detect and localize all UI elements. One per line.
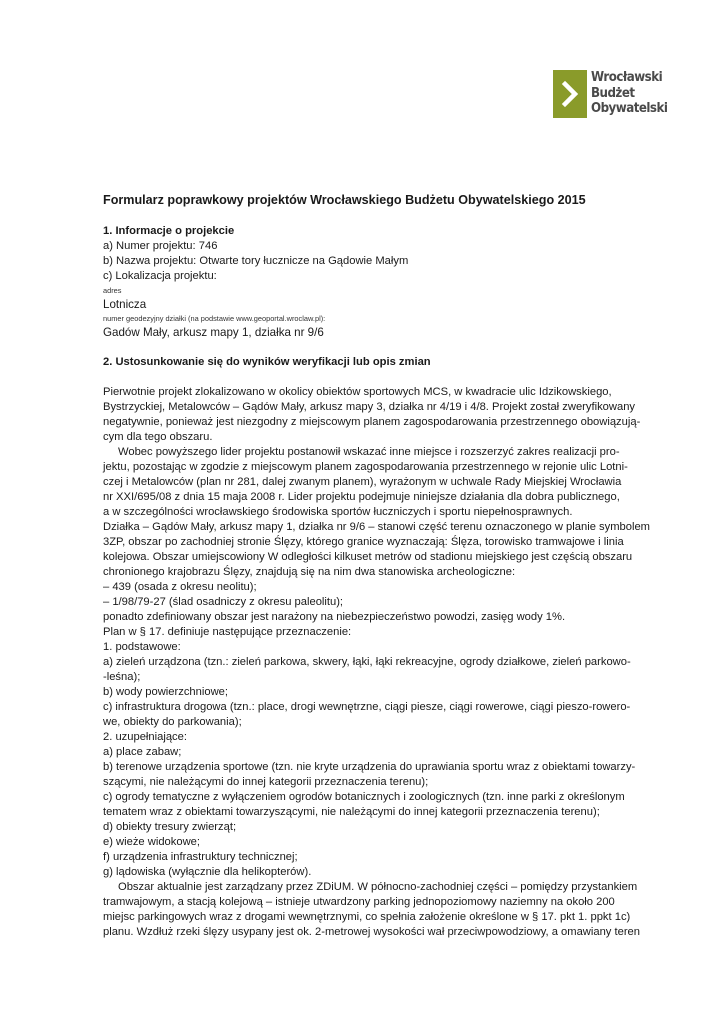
text-line: jektu, pozostając w zgodzie z miejscowym planem zagospodarowania przestrzennego w rejonie ulic Lotni- bbox=[103, 461, 628, 473]
list-item: d) obiekty tresury zwierząt; bbox=[103, 821, 237, 833]
list-item: – 1/98/79-27 (ślad osadniczy z okresu paleolitu); bbox=[103, 596, 344, 608]
list-item: – 439 (osada z okresu neolitu); bbox=[103, 581, 257, 593]
list-item: b) terenowe urządzenia sportowe (tzn. nie kryte urządzenia do uprawiania sportu wraz z obiektami towarzy- bbox=[103, 761, 636, 773]
project-name: b) Nazwa projektu: Otwarte tory łucznicze na Gądowie Małym bbox=[103, 255, 409, 267]
list-item: c) ogrody tematyczne z wyłączeniem ogrodów botanicznych i zoologicznych (tzn. inne parki z określonym bbox=[103, 791, 625, 803]
text-line: Pierwotnie projekt zlokalizowano w okolicy obiektów sportowych MCS, w kwadracie ulic Idzikowskiego, bbox=[103, 386, 612, 398]
text-line: miejsc parkingowych wraz z drogami wewnętrznymi, co spełnia założenie określone w § 17. pkt 1. ppkt 1c) bbox=[103, 911, 631, 923]
text-line: tramwajowym, a stacją kolejową – istnieje utwardzony parking jednopoziomowy naziemny na około 200 bbox=[103, 896, 615, 908]
logo-line-3: Obywatelski bbox=[591, 100, 668, 116]
text-line: 3ZP, obszar po zachodniej stronie Ślęzy, którego granice wyznaczają: Ślęza, torowisko tramwajowe i linia bbox=[103, 536, 624, 548]
text-line: nr XXI/695/08 z dnia 15 maja 2008 r. Lider projektu podejmuje niniejsze działania dla dobra publicznego, bbox=[103, 491, 620, 503]
list-item: f) urządzenia infrastruktury technicznej; bbox=[103, 851, 298, 863]
project-location-label: c) Lokalizacja projektu: bbox=[103, 270, 217, 282]
text-line: Obszar aktualnie jest zarządzany przez ZDiUM. W północno-zachodniej części – pomiędzy przystankiem bbox=[118, 881, 638, 893]
list-item: 1. podstawowe: bbox=[103, 641, 181, 653]
geo-label: numer geodezyjny działki (na podstawie www.geoportal.wroclaw.pl): bbox=[103, 314, 326, 323]
text-line: negatywnie, ponieważ jest niezgodny z miejscowym planem zagospodarowania przestrzennego obowiązują- bbox=[103, 416, 641, 428]
section-changes bbox=[103, 355, 659, 940]
section-project-info bbox=[103, 224, 659, 340]
text-line: czej i Metalowców (plan nr 281, dalej zwanym planem), wyrażonym w uchwale Rady Miejskiej Wrocławia bbox=[103, 476, 622, 488]
section-2-heading: 2. Ustosunkowanie się do wyników weryfikacji lub opis zmian bbox=[103, 356, 431, 368]
list-item: szącymi, nie należącymi do innej kategorii przeznaczenia terenu); bbox=[103, 776, 429, 788]
list-item: we, obiekty do parkowania); bbox=[103, 716, 242, 728]
geo-value: Gadów Mały, arkusz mapy 1, działka nr 9/6 bbox=[103, 326, 324, 339]
logo-chevron-icon bbox=[553, 70, 587, 118]
logo bbox=[553, 70, 678, 118]
address-value: Lotnicza bbox=[103, 298, 147, 311]
document-body bbox=[103, 191, 659, 940]
list-item: -leśna); bbox=[103, 671, 141, 683]
list-item: tematem wraz z obiektami towarzyszącymi, nie należącymi do innej kategorii przeznaczenia terenu); bbox=[103, 806, 600, 818]
page-title: Formularz poprawkowy projektów Wrocławskiego Budżetu Obywatelskiego 2015 bbox=[103, 193, 586, 207]
list-item: e) wieże widokowe; bbox=[103, 836, 201, 848]
text-line: ponadto zdefiniowany obszar jest narażony na niebezpieczeństwo powodzi, zasięg wody 1%. bbox=[103, 611, 566, 623]
text-line: Wobec powyższego lider projektu postanowił wskazać inne miejsce i rozszerzyć zakres realizacji pro- bbox=[118, 446, 620, 458]
logo-line-1: Wrocławski bbox=[591, 69, 663, 85]
section-2-text bbox=[103, 385, 659, 940]
list-item: c) infrastruktura drogowa (tzn.: place, drogi wewnętrzne, ciągi piesze, ciągi rowerowe, ciągi pieszo-rowero- bbox=[103, 701, 631, 713]
list-item: g) lądowiska (wyłącznie dla helikopterów). bbox=[103, 866, 312, 878]
list-item: b) wody powierzchniowe; bbox=[103, 686, 228, 698]
list-item: 2. uzupełniające: bbox=[103, 731, 187, 743]
list-item: a) zieleń urządzona (tzn.: zieleń parkowa, skwery, łąki, łąki rekreacyjne, ogrody działkowe, zieleń parkowo- bbox=[103, 656, 631, 668]
text-line: planu. Wzdłuż rzeki ślęzy usypany jest ok. 2-metrowej wysokości wał przeciwpowodziowy, a omawiany teren bbox=[103, 926, 640, 938]
text-line: Bystrzyckiej, Metalowców – Gądów Mały, arkusz mapy 3, działka nr 4/19 i 4/8. Projekt został zweryfikowany bbox=[103, 401, 636, 413]
text-line: chronionego krajobrazu Ślęzy, znajdują się na nim dwa stanowiska archeologiczne: bbox=[103, 566, 516, 578]
address-label: adres bbox=[103, 286, 122, 295]
text-line: Plan w § 17. definiuje następujące przeznaczenie: bbox=[103, 626, 352, 638]
section-1-heading: 1. Informacje o projekcie bbox=[103, 225, 235, 237]
text-line: cym dla tego obszaru. bbox=[103, 431, 213, 443]
text-line: a w szczególności wrocławskiego środowiska sportów łuczniczych i sportu niepełnosprawnych. bbox=[103, 506, 573, 518]
project-number: a) Numer projektu: 746 bbox=[103, 240, 218, 252]
logo-text bbox=[591, 70, 667, 117]
text-line: kolejowa. Obszar umiejscowiony W odległości kilkuset metrów od stadionu miejskiego jest częścią obszaru bbox=[103, 551, 633, 563]
logo-line-2: Budżet bbox=[591, 84, 635, 101]
text-line: Działka – Gądów Mały, arkusz mapy 1, działka nr 9/6 – stanowi część terenu oznaczonego w planie symbolem bbox=[103, 521, 650, 533]
list-item: a) place zabaw; bbox=[103, 746, 182, 758]
